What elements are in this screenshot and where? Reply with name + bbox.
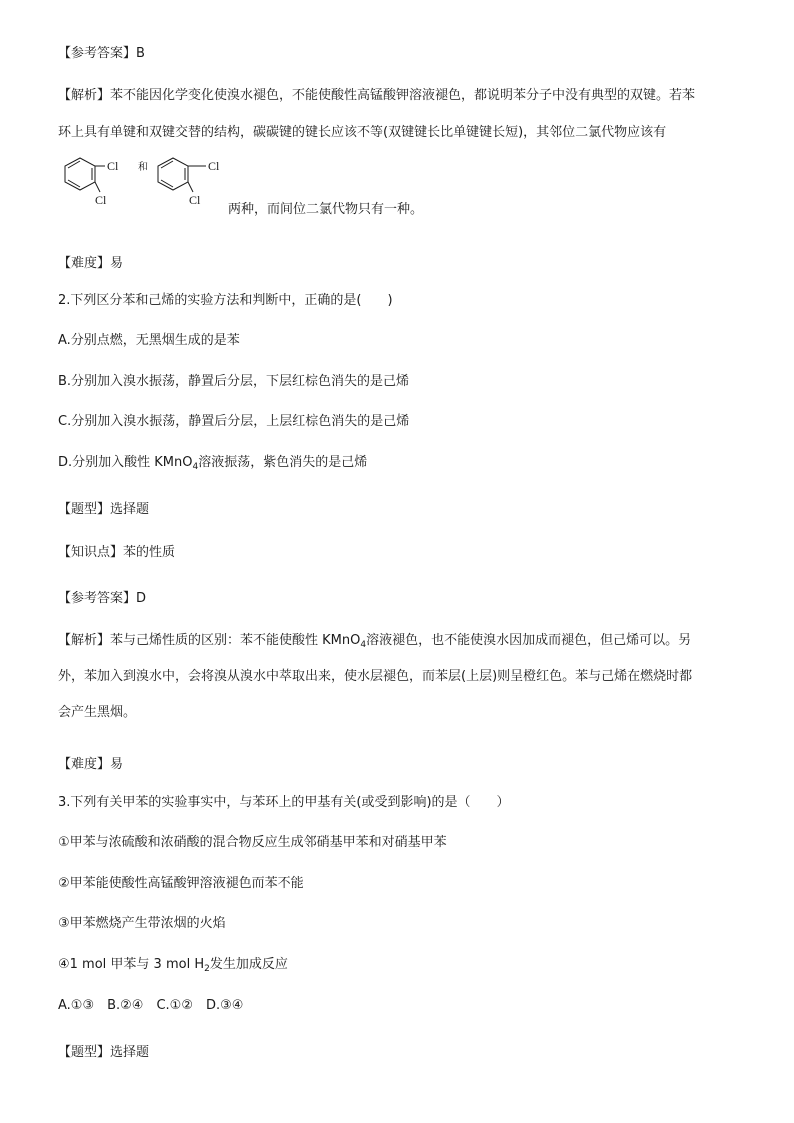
alt-cl-1: Cl: [208, 159, 220, 173]
q2-knowledge-point: 【知识点】苯的性质: [58, 545, 176, 560]
q3-options: A.①③ B.②④ C.①② D.③④: [58, 998, 244, 1013]
q3-item-4-text: ④1 mol 甲苯与 3 mol H: [58, 957, 205, 972]
q2-option-a: A.分别点燃，无黑烟生成的是苯: [58, 333, 240, 348]
q1-answer: 【参考答案】B: [58, 46, 145, 61]
alt-cl-2: Cl: [189, 193, 201, 207]
q3-item-4-text-end: 发生加成反应: [209, 957, 288, 972]
dichlorobenzene-structures: [58, 152, 238, 216]
q2-option-b: B.分别加入溴水振荡，静置后分层，下层红棕色消失的是己烯: [58, 374, 410, 389]
q2-analysis-line-3: 会产生黑烟。: [58, 705, 137, 720]
q2-option-c: C.分别加入溴水振荡，静置后分层，上层红棕色消失的是己烯: [58, 414, 410, 429]
q3-item-3: ③甲苯燃烧产生带浓烟的火焰: [58, 916, 226, 931]
q2-option-d-subscript: 4: [192, 462, 199, 472]
q2-analysis-text-end: 溶液褪色，也不能使溴水因加成而褪色，但己烯可以。另: [366, 633, 692, 648]
q2-analysis-text: 【解析】苯与己烯性质的区别：苯不能使酸性 KMnO: [58, 633, 361, 648]
q2-difficulty: 【难度】易: [58, 757, 124, 772]
q1-difficulty: 【难度】易: [58, 256, 124, 271]
q2-type: 【题型】选择题: [58, 502, 150, 517]
q1-analysis-line-1: 【解析】苯不能因化学变化使溴水褪色，不能使酸性高锰酸钾溶液褪色，都说明苯分子中没有典型的双键。若苯: [58, 88, 696, 103]
q2-answer: 【参考答案】D: [58, 591, 147, 606]
q1-analysis-line-3: 两种，而间位二氯代物只有一种。: [228, 202, 424, 217]
q2-stem: 2.下列区分苯和己烯的实验方法和判断中，正确的是( ): [58, 293, 393, 308]
q2-analysis-line-2: 外，苯加入到溴水中，会将溴从溴水中萃取出来，使水层褪色，而苯层(上层)则呈橙红色。苯与己烯在燃烧时都: [58, 669, 693, 684]
q3-item-4-subscript: 2: [204, 964, 210, 974]
ortho-dichlorobenzene-structure-alt: [158, 158, 220, 207]
q2-option-d-text: D.分别加入酸性 KMnO: [58, 455, 193, 470]
q2-option-d: [58, 453, 367, 473]
q3-type: 【题型】选择题: [58, 1045, 150, 1060]
q2-analysis-subscript: 4: [360, 640, 367, 650]
q2-analysis-line-1: [58, 631, 691, 651]
ortho-cl-2: Cl: [95, 193, 107, 207]
q3-stem: 3.下列有关甲苯的实验事实中，与苯环上的甲基有关(或受到影响)的是（ ）: [58, 795, 510, 810]
q3-item-2: ②甲苯能使酸性高锰酸钾溶液褪色而苯不能: [58, 876, 304, 891]
q2-option-d-text-end: 溶液振荡，紫色消失的是己烯: [198, 455, 368, 470]
q3-item-1: ①甲苯与浓硫酸和浓硝酸的混合物反应生成邻硝基甲苯和对硝基甲苯: [58, 835, 447, 850]
ortho-dichlorobenzene-structure: [65, 158, 119, 207]
structure-and-label: 和: [138, 162, 148, 173]
q3-item-4: [58, 955, 288, 975]
q1-analysis-line-2: 环上具有单键和双键交替的结构，碳碳键的键长应该不等(双键键长比单键键长短)，其邻位二氯代物应该有: [58, 125, 667, 140]
ortho-cl-1: Cl: [107, 159, 119, 173]
